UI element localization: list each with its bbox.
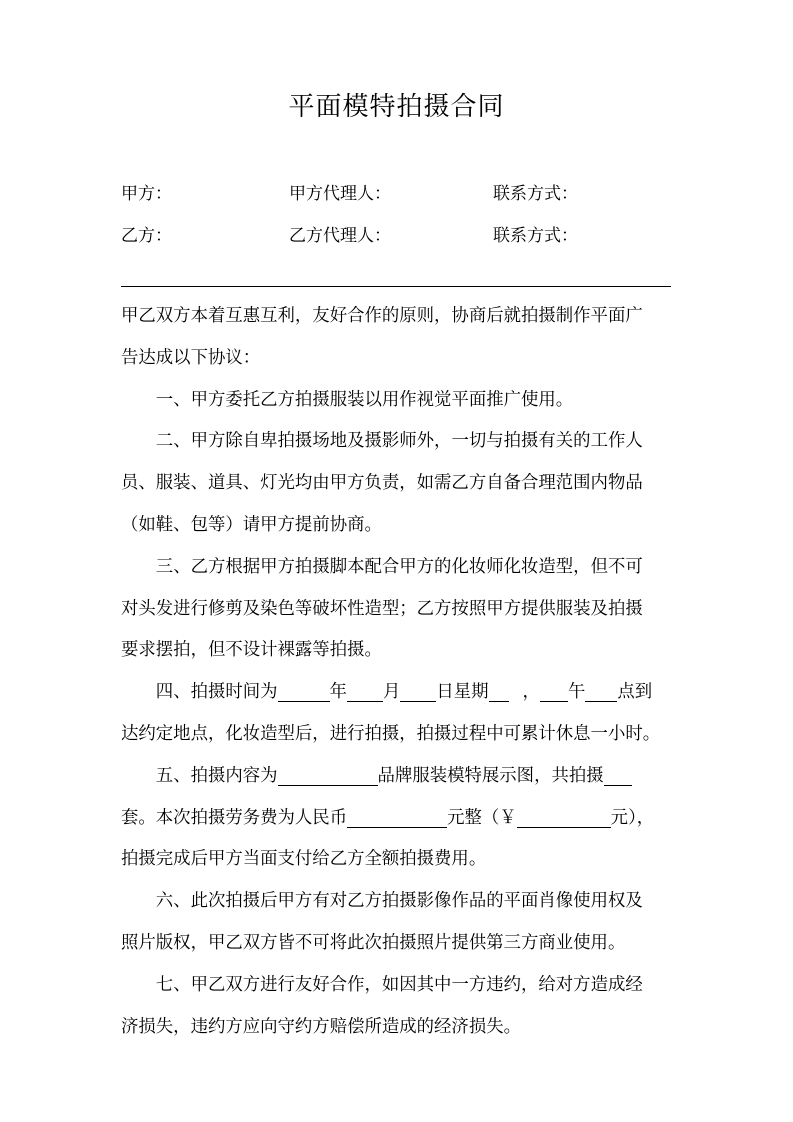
clause-5-text: 五、拍摄内容为 (155, 765, 278, 786)
clause-5-text: 元整（￥ (447, 807, 517, 828)
clause-4-line (121, 672, 673, 714)
day-blank[interactable] (400, 681, 436, 702)
fee-amount-blank[interactable] (517, 807, 611, 828)
weekday-blank[interactable] (489, 681, 509, 702)
header-divider (121, 286, 671, 287)
hour-blank[interactable] (585, 681, 617, 702)
intro-line: 甲乙双方本着互惠互利，友好合作的原则，协商后就拍摄制作平面广 (121, 306, 643, 326)
clause-4-text: ， (522, 682, 540, 703)
party-b-row (121, 221, 681, 245)
month-blank[interactable] (347, 681, 383, 702)
year-blank[interactable] (278, 681, 330, 702)
clause-4-text: 月 (382, 682, 401, 703)
clause-3-line: 要求摆拍，但不设计裸露等拍摄。 (121, 640, 382, 661)
clause-7-line: 七、甲乙双方进行友好合作，如因其中一方违约，给对方造成经 (155, 974, 643, 995)
clause-1-line: 一、甲方委托乙方拍摄服装以用作视觉平面推广使用。 (155, 389, 574, 410)
party-a-label: 甲方： (121, 184, 172, 204)
contract-body (121, 296, 673, 1048)
party-a-row (121, 179, 681, 203)
clause-4-line: 达约定地点，化妆造型后，进行拍摄，拍摄过程中可累计休息一小时。 (121, 723, 661, 744)
clause-4-text: 日星期 (436, 682, 489, 703)
clause-4-text: 四、拍摄时间为 (155, 682, 278, 703)
page-title: 平面模特拍摄合同 (288, 92, 505, 122)
party-a-contact-label: 联系方式： (493, 184, 578, 204)
party-b-contact-label: 联系方式： (493, 226, 578, 246)
party-b-agent-label: 乙方代理人： (289, 226, 391, 246)
clause-5-text: 套。本次拍摄劳务费为人民币 (121, 807, 348, 828)
clause-4-text: 年 (329, 682, 347, 703)
clause-3-line: 三、乙方根据甲方拍摄脚本配合甲方的化妆师化妆造型，但不可 (155, 556, 643, 577)
clause-5-line: 拍摄完成后甲方当面支付给乙方全额拍摄费用。 (121, 849, 487, 870)
party-b-label: 乙方： (121, 226, 172, 246)
clause-2-line: 员、服装、道具、灯光均由甲方负责，如需乙方自备合理范围内物品 (121, 473, 643, 494)
clause-2-line: 二、甲方除自卑拍摄场地及摄影师外，一切与拍摄有关的工作人 (155, 431, 643, 452)
clause-5-line (121, 798, 673, 840)
clause-2-line: （如鞋、包等）请甲方提前协商。 (121, 514, 382, 535)
clause-5-text: 元）， (610, 807, 655, 828)
clause-3-line: 对头发进行修剪及染色等破坏性造型；乙方按照甲方提供服装及拍摄 (121, 598, 643, 619)
am-pm-blank[interactable] (540, 681, 568, 702)
content-blank[interactable] (278, 765, 378, 786)
clause-4-text: 午 (567, 682, 586, 703)
clause-6-line: 六、此次拍摄后甲方有对乙方拍摄影像作品的平面肖像使用权及 (155, 891, 643, 912)
clause-5-line (121, 756, 673, 798)
clause-4-text: 点到 (617, 682, 653, 703)
clause-7-line: 济损失，违约方应向守约方赔偿所造成的经济损失。 (121, 1016, 521, 1037)
clause-6-line: 照片版权，甲乙双方皆不可将此次拍摄照片提供第三方商业使用。 (121, 932, 626, 953)
fee-words-blank[interactable] (347, 807, 447, 828)
clause-5-text: 品牌服装模特展示图，共拍摄 (377, 765, 604, 786)
sets-blank[interactable] (604, 765, 632, 786)
intro-line: 告达成以下协议： (121, 347, 261, 368)
party-a-agent-label: 甲方代理人： (289, 184, 391, 204)
